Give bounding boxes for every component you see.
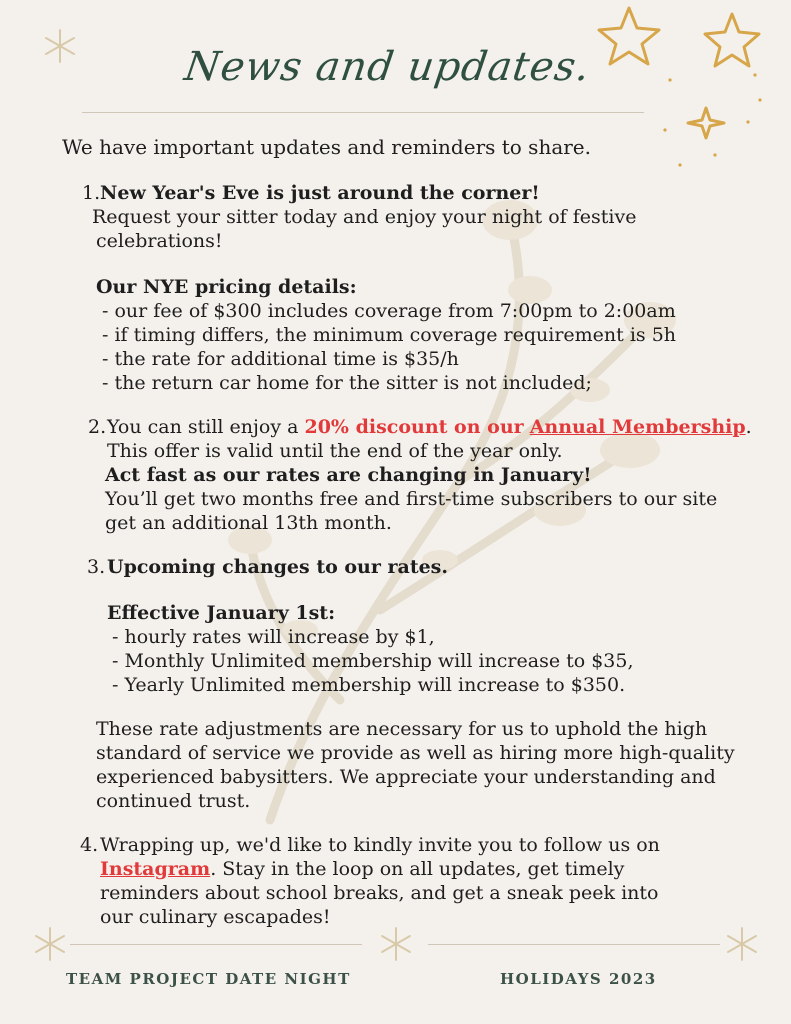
item-2-line xyxy=(107,416,752,439)
item-4-text: . Stay in the loop on all updates, get timely xyxy=(210,858,625,880)
item-3-paragraph: standard of service we provide as well as hiring more high-quality xyxy=(96,742,735,764)
item-3-paragraph: These rate adjustments are necessary for us to uphold the high xyxy=(96,718,708,740)
item-2-line: get an additional 13th month. xyxy=(105,512,392,534)
pricing-heading: Our NYE pricing details: xyxy=(96,276,357,298)
item-4-number: 4. xyxy=(80,834,99,856)
item-2-number: 2. xyxy=(88,416,107,438)
item-2-line: This offer is valid until the end of the year only. xyxy=(107,440,563,462)
rate-bullet: - hourly rates will increase by $1, xyxy=(112,626,435,648)
gold-dots xyxy=(660,60,780,170)
footer-divider xyxy=(70,944,362,945)
footer-team-name: TEAM PROJECT DATE NIGHT xyxy=(66,970,351,988)
effective-heading: Effective January 1st: xyxy=(107,602,336,624)
item-1-heading: New Year's Eve is just around the corner! xyxy=(100,182,540,204)
item-1-line: Request your sitter today and enjoy your night of festive xyxy=(92,206,637,228)
header-divider xyxy=(82,112,644,113)
pricing-bullet: - our fee of $300 includes coverage from 7:00pm to 2:00am xyxy=(102,300,676,322)
rate-bullet: - Yearly Unlimited membership will increase to $350. xyxy=(112,674,626,696)
snowflake-icon xyxy=(32,926,68,962)
snowflake-icon xyxy=(724,926,760,962)
rate-bullet: - Monthly Unlimited membership will increase to $35, xyxy=(112,650,634,672)
discount-highlight: 20% discount on our xyxy=(304,416,524,438)
annual-membership-link[interactable]: Annual Membership xyxy=(529,416,746,438)
pricing-bullet: - if timing differs, the minimum coverage requirement is 5h xyxy=(102,324,677,346)
star-icon xyxy=(596,6,662,66)
footer-season: HOLIDAYS 2023 xyxy=(500,970,657,988)
item-1-line: celebrations! xyxy=(96,230,223,252)
item-3-number: 3. xyxy=(87,556,106,578)
item-2-callout: Act fast as our rates are changing in January! xyxy=(105,464,592,486)
item-2-period: . xyxy=(745,416,752,438)
item-2-line: You’ll get two months free and first-time subscribers to our site xyxy=(105,488,718,510)
item-3-paragraph: experienced babysitters. We appreciate your understanding and xyxy=(96,766,716,788)
item-3-heading: Upcoming changes to our rates. xyxy=(107,556,448,578)
item-1-number: 1. xyxy=(82,182,101,204)
footer-divider xyxy=(428,944,720,945)
pricing-bullet: - the return car home for the sitter is not included; xyxy=(102,372,592,394)
page-title: News and updates. xyxy=(181,44,594,90)
item-4-line: our culinary escapades! xyxy=(100,906,331,928)
snowflake-icon xyxy=(378,926,414,962)
item-3-paragraph: continued trust. xyxy=(96,790,251,812)
instagram-link[interactable]: Instagram xyxy=(100,858,211,880)
pricing-bullet: - the rate for additional time is $35/h xyxy=(102,348,459,370)
item-2-text: You can still enjoy a xyxy=(107,416,305,438)
item-4-line: Wrapping up, we'd like to kindly invite you to follow us on xyxy=(100,834,660,856)
intro-text: We have important updates and reminders to share. xyxy=(62,135,592,159)
item-4-line: reminders about school breaks, and get a sneak peek into xyxy=(100,882,659,904)
item-4-line xyxy=(100,858,624,881)
snowflake-icon xyxy=(42,28,78,64)
